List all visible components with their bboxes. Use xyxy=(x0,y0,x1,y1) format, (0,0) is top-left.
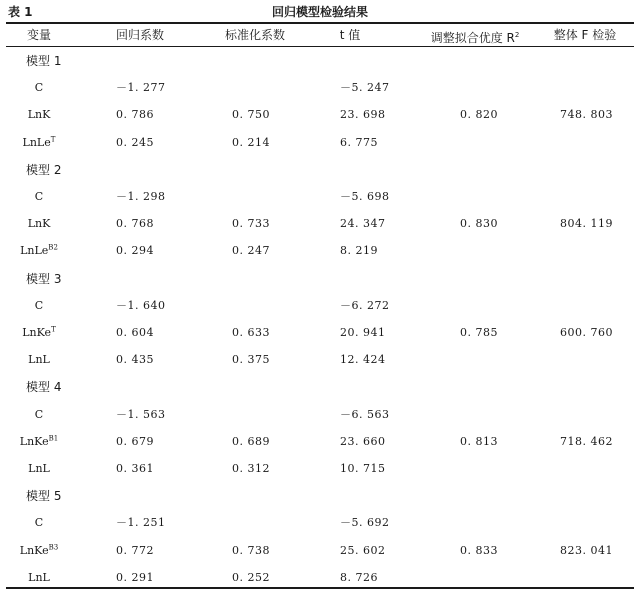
f-value: 748. 803 xyxy=(560,108,613,122)
r2-value: 0. 830 xyxy=(460,217,498,231)
coefficient-value: 0. 679 xyxy=(116,434,154,448)
variable-text: LnL xyxy=(28,570,50,584)
standardized-value: 0. 733 xyxy=(232,217,270,231)
standardized-value: 0. 738 xyxy=(232,543,270,557)
variable-text: C xyxy=(34,81,44,95)
coefficient-value: 0. 291 xyxy=(116,570,154,584)
standardized-value: 0. 375 xyxy=(232,353,270,367)
header-t-value: t 值 xyxy=(339,28,361,42)
coefficient-value: －1. 277 xyxy=(116,81,166,95)
t-value: 12. 424 xyxy=(340,353,386,367)
variable-name xyxy=(14,135,64,151)
coefficient-value: 0. 772 xyxy=(116,543,154,557)
header-f-test: 整体 F 检验 xyxy=(553,28,617,42)
header-coefficient: 回归系数 xyxy=(115,28,164,42)
coefficient-value: 0. 604 xyxy=(116,326,154,339)
variable-name xyxy=(14,407,64,423)
variable-text: C xyxy=(34,516,44,530)
standardized-value: 0. 689 xyxy=(232,434,270,448)
variable-text: C xyxy=(34,298,44,312)
t-value: －5. 692 xyxy=(340,516,390,530)
variable-text: LnKe xyxy=(22,326,52,339)
header-rule xyxy=(6,46,634,47)
t-value: －6. 563 xyxy=(340,407,390,421)
header-standardized: 标准化系数 xyxy=(224,28,285,42)
r2-value: 0. 785 xyxy=(460,326,498,339)
variable-name xyxy=(14,298,64,314)
variable-text: C xyxy=(34,407,44,421)
variable-superscript: T xyxy=(51,325,56,334)
variable-superscript: B3 xyxy=(48,542,59,551)
model-label: 模型 4 xyxy=(26,380,62,395)
variable-name xyxy=(14,80,64,96)
t-value: －6. 272 xyxy=(340,298,390,312)
variable-text: LnK xyxy=(27,108,51,122)
variable-name xyxy=(14,434,64,450)
variable-superscript: B1 xyxy=(48,434,59,443)
header-variable: 变量 xyxy=(26,28,51,42)
variable-superscript: T xyxy=(50,134,56,143)
variable-name xyxy=(14,515,64,531)
variable-name xyxy=(14,325,64,341)
coefficient-value: －1. 298 xyxy=(116,190,166,203)
variable-superscript: B2 xyxy=(48,243,58,252)
table-caption xyxy=(0,0,640,22)
header-r2-sup: 2 xyxy=(514,31,520,39)
t-value: 8. 219 xyxy=(340,244,378,258)
coefficient-value: －1. 251 xyxy=(116,516,166,530)
f-value: 804. 119 xyxy=(560,217,613,231)
r2-value: 0. 813 xyxy=(460,434,498,448)
t-value: 23. 660 xyxy=(340,434,386,448)
variable-text: LnLe xyxy=(20,244,49,258)
coefficient-value: 0. 786 xyxy=(116,108,154,122)
f-value: 718. 462 xyxy=(560,434,613,448)
model-label: 模型 2 xyxy=(26,162,62,177)
header-r2 xyxy=(420,26,530,44)
t-value: －5. 247 xyxy=(340,81,390,95)
coefficient-value: －1. 640 xyxy=(116,298,166,312)
variable-name xyxy=(14,189,64,205)
standardized-value: 0. 750 xyxy=(232,108,270,122)
coefficient-value: 0. 768 xyxy=(116,217,154,231)
coefficient-value: 0. 294 xyxy=(116,244,154,258)
variable-name xyxy=(14,243,64,259)
model-label: 模型 1 xyxy=(26,54,62,68)
model-label: 模型 5 xyxy=(26,489,62,504)
t-value: 25. 602 xyxy=(340,543,386,557)
top-rule xyxy=(6,22,634,24)
standardized-value: 0. 312 xyxy=(232,462,270,475)
standardized-value: 0. 214 xyxy=(232,135,270,149)
variable-name xyxy=(14,107,64,123)
t-value: 8. 726 xyxy=(340,570,378,584)
variable-text: LnKe xyxy=(19,543,49,557)
t-value: 10. 715 xyxy=(340,462,386,475)
variable-text: LnL xyxy=(28,353,50,367)
variable-text: LnK xyxy=(27,217,51,231)
coefficient-value: 0. 435 xyxy=(116,353,154,367)
table-title: 回归模型检验结果 xyxy=(271,5,368,19)
coefficient-value: 0. 245 xyxy=(116,135,154,149)
coefficient-value: 0. 361 xyxy=(116,462,154,475)
standardized-value: 0. 247 xyxy=(232,244,270,258)
t-value: －5. 698 xyxy=(340,190,390,203)
variable-name xyxy=(14,543,64,559)
t-value: 24. 347 xyxy=(340,217,386,231)
variable-name xyxy=(14,570,64,586)
t-value: 23. 698 xyxy=(340,108,386,122)
standardized-value: 0. 252 xyxy=(232,570,270,584)
standardized-value: 0. 633 xyxy=(232,326,270,339)
variable-text: LnKe xyxy=(19,434,49,448)
bottom-rule xyxy=(6,587,634,589)
variable-name xyxy=(14,461,64,477)
r2-value: 0. 833 xyxy=(460,543,498,557)
variable-text: LnLe xyxy=(22,135,51,149)
r2-value: 0. 820 xyxy=(460,108,498,122)
variable-name xyxy=(14,216,64,232)
t-value: 20. 941 xyxy=(340,326,386,339)
f-value: 600. 760 xyxy=(560,326,613,339)
variable-name xyxy=(14,352,64,368)
t-value: 6. 775 xyxy=(340,135,378,149)
header-r2-text: 调整拟合优度 R xyxy=(430,31,515,45)
variable-text: C xyxy=(34,190,44,203)
table-label: 表 1 xyxy=(8,5,33,19)
coefficient-value: －1. 563 xyxy=(116,407,166,421)
variable-text: LnL xyxy=(28,462,50,475)
model-label: 模型 3 xyxy=(26,271,62,286)
f-value: 823. 041 xyxy=(560,543,613,557)
